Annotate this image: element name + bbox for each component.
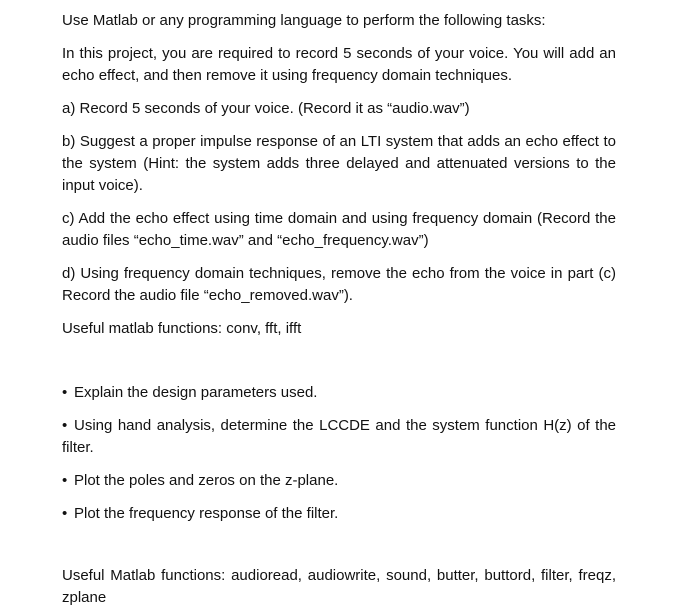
bullet-item <box>62 382 616 404</box>
bullet-icon: • <box>62 505 68 522</box>
bullet-icon: • <box>62 384 68 401</box>
document-body <box>62 10 616 609</box>
useful-functions-1: Useful matlab functions: conv, fft, ifft <box>62 320 302 337</box>
task-d: d) Using frequency domain techniques, remove the echo from the voice in part (c) Record the audio file “echo_removed.wav”). <box>62 265 616 304</box>
bullet-text: Using hand analysis, determine the LCCDE and the system function H(z) of the filter. <box>62 417 616 456</box>
task-b: b) Suggest a proper impulse response of an LTI system that adds an echo effect to the system (Hint: the system adds three delayed and attenuated versions to the input voice). <box>62 133 616 194</box>
project-description: In this project, you are required to record 5 seconds of your voice. You will add an echo effect, and then remove it using frequency domain techniques. <box>62 45 616 84</box>
task-c: c) Add the echo effect using time domain and using frequency domain (Record the audio files “echo_time.wav” and “echo_frequency.wav”) <box>62 210 616 249</box>
bullet-icon: • <box>62 417 68 434</box>
bullet-text: Plot the poles and zeros on the z-plane. <box>74 472 339 489</box>
intro-text: Use Matlab or any programming language to perform the following tasks: <box>62 12 546 29</box>
useful-functions-2: Useful Matlab functions: audioread, audiowrite, sound, butter, buttord, filter, freqz, zplane <box>62 567 616 606</box>
bullet-item <box>62 503 616 525</box>
bullet-text: Plot the frequency response of the filter. <box>74 505 339 522</box>
task-a: a) Record 5 seconds of your voice. (Record it as “audio.wav”) <box>62 100 470 117</box>
bullet-text: Explain the design parameters used. <box>74 384 318 401</box>
bullet-item <box>62 470 616 492</box>
bullet-icon: • <box>62 472 68 489</box>
bullet-item <box>62 415 616 459</box>
